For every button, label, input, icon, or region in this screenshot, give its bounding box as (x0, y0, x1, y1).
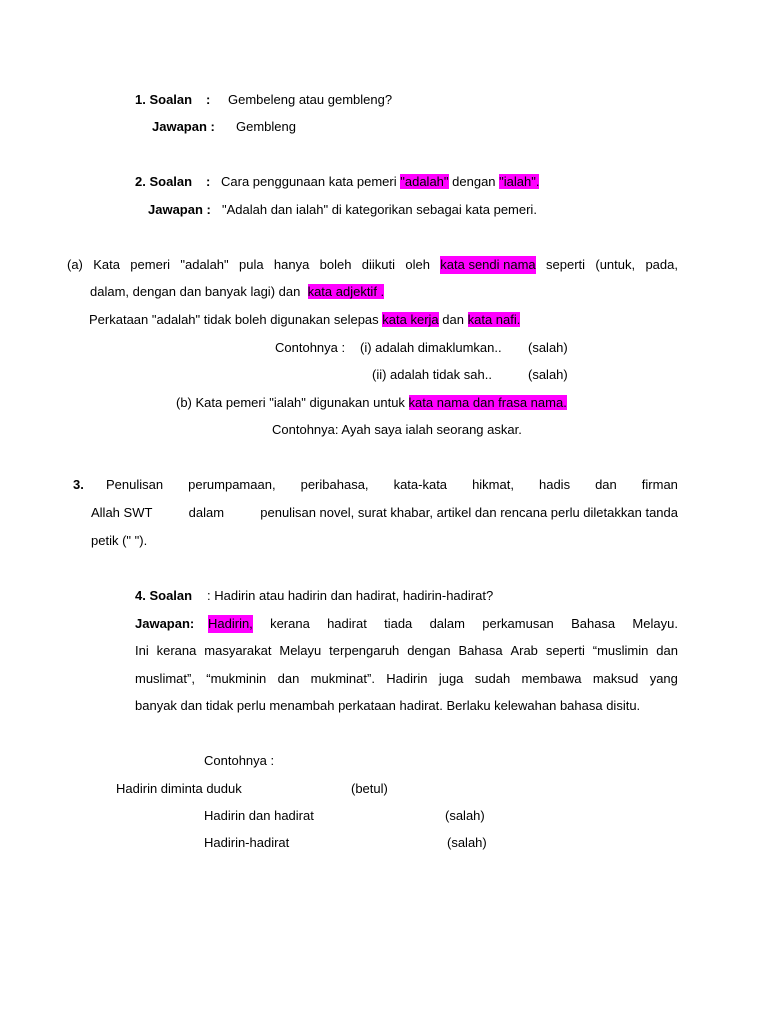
q4-answer-line3: muslimat”, “mukminin dan mukminat”. Hadirin juga sudah membawa maksud yang (135, 671, 678, 686)
q2-answer: "Adalah dan ialah" di kategorikan sebagai kata pemeri. (222, 202, 537, 217)
q4-example-3-tag: (salah) (447, 835, 487, 850)
highlight: "ialah". (499, 174, 540, 189)
q2-a-line2: dalam, dengan dan banyak lagi) dan kata adjektif . (90, 284, 385, 299)
highlight: kata adjektif . (307, 284, 385, 299)
q2-a-line1: (a) Kata pemeri "adalah" pula hanya boleh diikuti oleh kata sendi nama seperti (untuk, pada, (67, 257, 678, 272)
highlight: "adalah" (400, 174, 449, 189)
q2-b-line: (b) Kata pemeri "ialah" digunakan untuk kata nama dan frasa nama. (176, 395, 567, 410)
q3-line1: Penulisan perumpamaan, peribahasa, kata-kata hikmat, hadis dan firman (106, 477, 678, 492)
q1-colon: : (206, 92, 211, 107)
q4-question: : Hadirin atau hadirin dan hadirat, hadirin-hadirat? (207, 588, 494, 603)
q2-b-contoh: Contohnya: Ayah saya ialah seorang askar. (272, 422, 522, 437)
q2-example-2: (ii) adalah tidak sah.. (372, 367, 492, 382)
q3-line3: petik (" "). (91, 533, 148, 548)
q3-line2: Allah SWT dalam penulisan novel, surat khabar, artikel dan rencana perlu diletakkan tanda (91, 505, 678, 520)
highlight: kata nama dan frasa nama. (408, 395, 567, 410)
q2-contoh-label: Contohnya : (275, 340, 346, 355)
q1-soalan-label: 1. Soalan (135, 92, 193, 107)
highlight: kata sendi nama (440, 257, 536, 272)
q4-example-2: Hadirin dan hadirat (204, 808, 314, 823)
q4-jawapan-label: Jawapan: (135, 616, 195, 631)
q2-a-line3: Perkataan "adalah" tidak boleh digunakan selepas kata kerja dan kata nafi. (89, 312, 521, 327)
q2-example-1: (i) adalah dimaklumkan.. (360, 340, 502, 355)
q1-question: Gembeleng atau gembleng? (228, 92, 393, 107)
q1-answer: Gembleng (236, 119, 296, 134)
q4-answer-line1: Hadirin, kerana hadirat tiada dalam perkamusan Bahasa Melayu. (208, 616, 678, 631)
q4-answer-line4: banyak dan tidak perlu menambah perkataan hadirat. Berlaku kelewahan bahasa disitu. (135, 698, 641, 713)
q1-jawapan-label: Jawapan : (152, 119, 215, 134)
q4-example-3: Hadirin-hadirat (204, 835, 290, 850)
q4-example-1-tag: (betul) (351, 781, 388, 796)
q2-question: Cara penggunaan kata pemeri "adalah" dengan "ialah". (221, 174, 540, 189)
highlight: kata nafi. (467, 312, 521, 327)
q4-answer-line2: Ini kerana masyarakat Melayu terpengaruh dengan Bahasa Arab seperti “muslimin dan (135, 643, 678, 658)
highlight: Hadirin, (208, 616, 253, 631)
q2-example-1-tag: (salah) (528, 340, 568, 355)
q4-example-1: Hadirin diminta duduk (116, 781, 242, 796)
q4-soalan-label: 4. Soalan (135, 588, 193, 603)
q2-jawapan-label: Jawapan : (148, 202, 211, 217)
q4-example-2-tag: (salah) (445, 808, 485, 823)
q4-contoh-label: Contohnya : (204, 753, 275, 768)
q3-number: 3. (73, 477, 84, 492)
q2-soalan-label: 2. Soalan (135, 174, 193, 189)
q2-example-2-tag: (salah) (528, 367, 568, 382)
highlight: kata kerja (382, 312, 439, 327)
q2-colon: : (206, 174, 211, 189)
